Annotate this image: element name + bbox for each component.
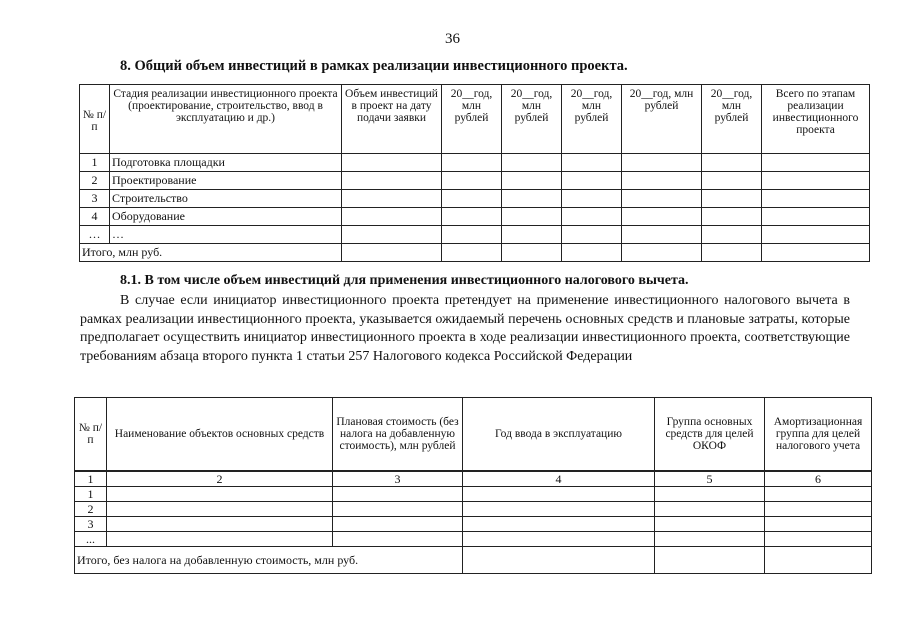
row-stage: … — [110, 226, 342, 244]
row-stage: Проектирование — [110, 172, 342, 190]
header-num: № п/п — [75, 398, 107, 472]
row-num: 2 — [75, 502, 107, 517]
header-stage: Стадия реализации инвестиционного проекта (проектирование, строительство, ввод в эксплуатацию и др.) — [110, 85, 342, 154]
header-amort: Амортизационная группа для целей налогового учета — [765, 398, 872, 472]
investment-volume-table — [79, 84, 870, 262]
row-num: 3 — [80, 190, 110, 208]
total-label: Итого, без налога на добавленную стоимость, млн руб. — [75, 547, 463, 574]
table-row — [80, 226, 870, 244]
row-num: 3 — [75, 517, 107, 532]
table-row — [80, 208, 870, 226]
header-num: № п/п — [80, 85, 110, 154]
table-row — [75, 502, 872, 517]
header-year-4: 20__год, млн рублей — [622, 85, 702, 154]
row-stage: Оборудование — [110, 208, 342, 226]
row-num: ... — [75, 532, 107, 547]
table-header-row — [75, 398, 872, 472]
header-okof: Группа основных средств для целей ОКОФ — [655, 398, 765, 472]
column-number: 3 — [333, 471, 463, 487]
total-label: Итого, млн руб. — [80, 244, 342, 262]
column-number-row — [75, 471, 872, 487]
page-number: 36 — [445, 31, 460, 47]
header-year: Год ввода в эксплуатацию — [463, 398, 655, 472]
header-total: Всего по этапам реализации инвестиционного проекта — [762, 85, 870, 154]
header-year-3: 20__год, млн рублей — [562, 85, 622, 154]
header-volume: Объем инвестиций в проект на дату подачи заявки — [342, 85, 442, 154]
header-year-2: 20__год, млн рублей — [502, 85, 562, 154]
section-8-heading: 8. Общий объем инвестиций в рамках реализации инвестиционного проекта. — [120, 58, 628, 74]
section-8-1-heading: 8.1. В том числе объем инвестиций для применения инвестиционного налогового вычета. — [120, 273, 689, 288]
header-year-5: 20__год, млн рублей — [702, 85, 762, 154]
row-stage: Подготовка площадки — [110, 154, 342, 172]
table-row — [80, 172, 870, 190]
table-row — [75, 487, 872, 502]
row-num: 4 — [80, 208, 110, 226]
column-number: 6 — [765, 471, 872, 487]
fixed-assets-table — [74, 397, 872, 574]
column-number: 4 — [463, 471, 655, 487]
row-num: 1 — [80, 154, 110, 172]
table-row — [80, 154, 870, 172]
header-cost: Плановая стоимость (без налога на добавленную стоимость), млн рублей — [333, 398, 463, 472]
total-row — [80, 244, 870, 262]
header-year-1: 20__год, млн рублей — [442, 85, 502, 154]
row-num: 2 — [80, 172, 110, 190]
column-number: 2 — [107, 471, 333, 487]
column-number: 1 — [75, 471, 107, 487]
section-8-1-paragraph: В случае если инициатор инвестиционного проекта претендует на применение инвестиционного налогового вычета в рамках реализации инвестиционного проекта, указывается ожидаемый перечень основных средств и плановые затраты, которые предполагает осуществить инициатор инвестиционного проекта в ходе реализации инвестиционного проекта, соответствующие требованиям абзаца второго пункта 1 статьи 257 Налогового кодекса Российской Федерации — [80, 293, 850, 364]
table-row — [75, 532, 872, 547]
row-num: … — [80, 226, 110, 244]
table-row — [75, 517, 872, 532]
table-header-row — [80, 85, 870, 154]
table-row — [80, 190, 870, 208]
row-num: 1 — [75, 487, 107, 502]
row-stage: Строительство — [110, 190, 342, 208]
header-name: Наименование объектов основных средств — [107, 398, 333, 472]
column-number: 5 — [655, 471, 765, 487]
total-row — [75, 547, 872, 574]
